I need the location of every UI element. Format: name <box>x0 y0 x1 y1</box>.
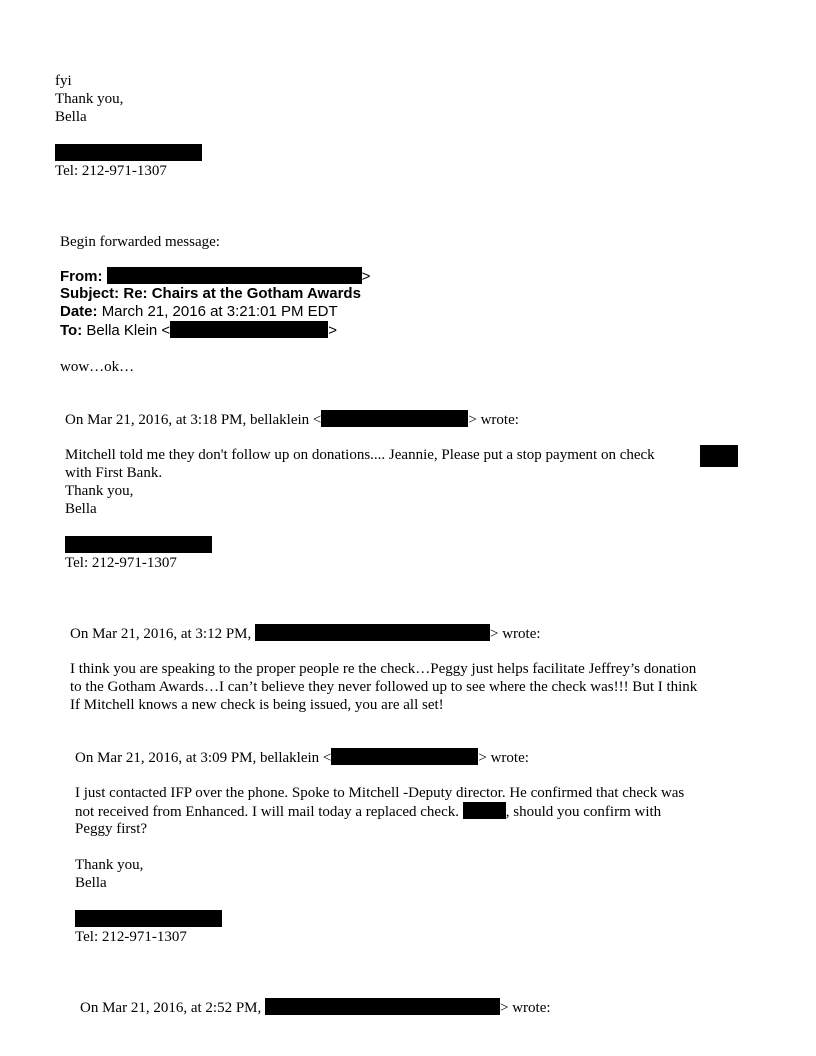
msg2-thanks: Thank you, <box>65 483 134 499</box>
subject-label: Subject: <box>60 285 120 302</box>
redaction-block <box>331 748 478 765</box>
msg4-body-line3: Peggy first? <box>75 821 148 837</box>
redaction-block <box>265 998 500 1015</box>
top-line-fyi: fyi <box>55 73 72 89</box>
msg2-body-line2: with First Bank. <box>65 465 163 481</box>
subject-value: Re: Chairs at the Gotham Awards <box>123 285 361 302</box>
redaction-block <box>321 410 468 427</box>
msg2-body-text: Mitchell told me they don't follow up on donations.... Jeannie, Please put a stop payment on check <box>65 447 655 463</box>
msg2-header-prefix: On Mar 21, 2016, at 3:18 PM, bellaklein < <box>65 412 322 428</box>
msg5-header-prefix: On Mar 21, 2016, at 2:52 PM, <box>80 1000 262 1016</box>
msg4-tel: Tel: 212-971-1307 <box>75 929 187 945</box>
date-value: March 21, 2016 at 3:21:01 PM EDT <box>101 303 338 320</box>
msg2-body-line1 <box>65 446 655 464</box>
msg4-body-line2-a: not received from Enhanced. I will mail today a replaced check. <box>75 804 459 820</box>
msg5-header <box>80 998 551 1017</box>
redaction-block <box>55 144 202 161</box>
msg2-name: Bella <box>65 501 97 517</box>
msg3-body-line2: to the Gotham Awards…I can’t believe they never followed up to see where the check was!!! But I think <box>70 679 698 695</box>
redaction-block <box>107 267 362 284</box>
msg2-header <box>65 410 519 429</box>
to-value: Bella Klein < <box>86 322 171 339</box>
forwarded-intro: Begin forwarded message: <box>60 234 220 250</box>
top-tel: Tel: 212-971-1307 <box>55 163 167 179</box>
from-close: > <box>361 268 371 285</box>
msg3-header <box>70 624 541 643</box>
msg3-body-line3: If Mitchell knows a new check is being issued, you are all set! <box>70 697 444 713</box>
msg2-header-suffix: > wrote: <box>468 412 519 428</box>
date-label: Date: <box>60 303 98 320</box>
msg4-body-line2 <box>75 802 661 821</box>
msg4-body-line2-b: , should you confirm with <box>505 804 662 820</box>
msg3-body-line1: I think you are speaking to the proper people re the check…Peggy just helps facilitate Jeffrey’s donation <box>70 661 697 677</box>
subject-line <box>60 285 361 303</box>
redaction-block <box>65 536 212 553</box>
reply-text: wow…ok… <box>60 359 135 375</box>
msg4-thanks: Thank you, <box>75 857 144 873</box>
date-line <box>60 303 338 321</box>
redaction-block <box>700 445 738 467</box>
msg4-body-line1: I just contacted IFP over the phone. Spoke to Mitchell -Deputy director. He confirmed that check was <box>75 785 685 801</box>
redaction-block <box>463 802 506 819</box>
msg4-header-suffix: > wrote: <box>478 750 529 766</box>
to-close: > <box>328 322 337 339</box>
msg4-header <box>75 748 529 767</box>
msg5-header-suffix: > wrote: <box>500 1000 551 1016</box>
redaction-block <box>170 321 328 338</box>
to-line <box>60 321 337 340</box>
top-thanks: Thank you, <box>55 91 124 107</box>
to-label: To: <box>60 322 83 339</box>
msg3-header-suffix: > wrote: <box>490 626 541 642</box>
msg2-tel: Tel: 212-971-1307 <box>65 555 177 571</box>
from-line <box>60 267 370 286</box>
msg4-header-prefix: On Mar 21, 2016, at 3:09 PM, bellaklein < <box>75 750 332 766</box>
msg4-name: Bella <box>75 875 107 891</box>
redaction-block <box>75 910 222 927</box>
redaction-block <box>255 624 490 641</box>
from-label: From: <box>60 268 103 285</box>
msg3-header-prefix: On Mar 21, 2016, at 3:12 PM, <box>70 626 252 642</box>
top-name: Bella <box>55 109 87 125</box>
